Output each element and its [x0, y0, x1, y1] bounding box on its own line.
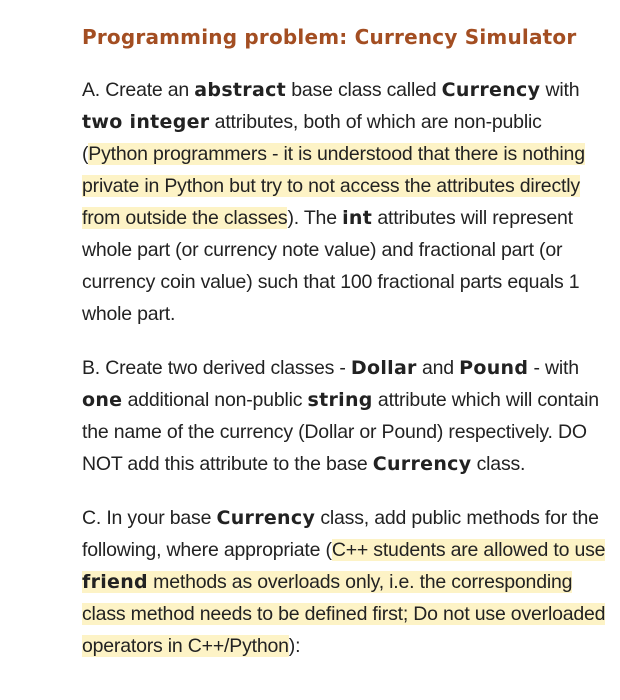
section-b-paragraph: [82, 352, 612, 480]
keyword-int: int: [342, 207, 373, 229]
keyword-dollar: Dollar: [350, 357, 417, 379]
section-a-text-6: attributes will represent whole part (or currency note value) and fractional part (or currency coin value) such that 100 fractional parts equals 1 whole part.: [82, 207, 580, 325]
cpp-note-highlight-2: methods as overloads only, i.e. the corresponding class method needs to be defined first; Do not use overloaded operators in C++/Python: [82, 571, 606, 657]
section-b-text-4: additional non-public: [122, 389, 308, 411]
keyword-abstract: abstract: [194, 79, 287, 101]
keyword-currency: Currency: [441, 79, 541, 101]
document-page: [82, 20, 612, 662]
section-b-text-5: attribute which will contain the name of the currency (Dollar or Pound) respectively. DO NOT add this attribute to the base: [82, 389, 599, 475]
section-c-text-2: class, add public methods for the following, where appropriate (: [82, 507, 599, 561]
keyword-string: string: [307, 389, 373, 411]
section-a-text-2: base class called: [286, 79, 442, 101]
section-a-text-1: A. Create an: [82, 79, 195, 101]
section-c-text-3: ):: [288, 635, 301, 657]
keyword-currency-b: Currency: [372, 453, 472, 475]
section-c-text-1: C. In your base: [82, 507, 217, 529]
page-title: Programming problem: Currency Simulator: [82, 25, 577, 49]
section-c-paragraph: [82, 502, 612, 662]
keyword-pound: Pound: [459, 357, 529, 379]
section-b-text-2: and: [416, 357, 460, 379]
section-b-text-1: B. Create two derived classes -: [82, 357, 351, 379]
keyword-two-integer: two integer: [82, 111, 210, 133]
cpp-note-highlight-1: C++ students are allowed to use: [331, 539, 606, 561]
section-a-text-3: with: [540, 79, 580, 101]
section-a-text-4: attributes, both of which are non-public (: [82, 111, 542, 165]
section-b-text-3: - with: [528, 357, 579, 379]
keyword-currency-c: Currency: [216, 507, 316, 529]
keyword-friend: friend: [82, 571, 148, 593]
section-a-text-5: ). The: [287, 207, 343, 229]
keyword-one: one: [82, 389, 123, 411]
python-note-highlight: Python programmers - it is understood that there is nothing private in Python but try to not access the attributes directly from outside the classes: [82, 143, 585, 229]
section-a-paragraph: [82, 74, 612, 330]
section-b-text-6: class.: [471, 453, 526, 475]
